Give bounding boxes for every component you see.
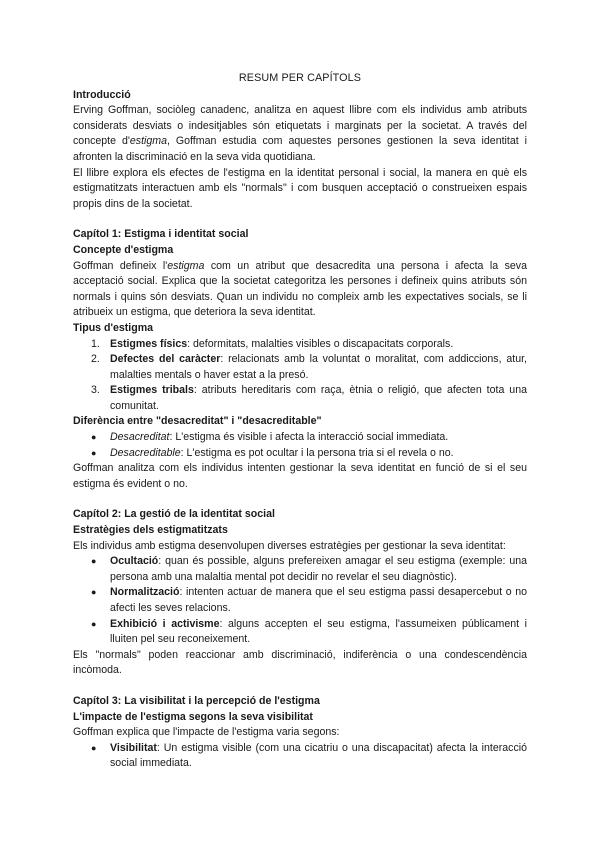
list-term: Desacreditat [110, 431, 170, 444]
bullet-icon: ● [91, 556, 97, 567]
strategies-heading: Estratègies dels estigmatitzats [73, 524, 228, 537]
list-desc: : relacionats amb la voluntat o moralitat, com addiccions, atur, malalties mentals o haver estat a la presó. [110, 353, 527, 381]
bullet-icon: ● [91, 447, 97, 458]
concept-text-b: com un atribut que desacredita una persona i afecta la seva acceptació social. Explica que la societat categoritza les persones i defineix quins atributs són normals i quins són desviats. Quan un individu no compleix amb les expectatives socials, se li atribueix un estigma, que deteriora la seva identitat. [73, 259, 527, 319]
difference-list [73, 430, 527, 461]
intro-p1-emphasis: estigma [129, 135, 167, 148]
impact-heading: L'impacte de l'estigma segons la seva visibilitat [73, 710, 313, 723]
bullet-icon: ● [91, 742, 97, 753]
chapter1-closing: Goffman analitza com els individus intenten gestionar la seva identitat en funció de si el seu estigma és evident o no. [73, 462, 527, 490]
concept-emphasis: estigma [167, 259, 205, 272]
list-desc: : atributs hereditaris com raça, ètnia o religió, que afecten tota una comunitat. [110, 384, 527, 412]
list-item [73, 430, 527, 446]
list-number: 3. [91, 384, 100, 397]
list-item [73, 337, 527, 353]
list-desc: : deformitats, malalties visibles o discapacitats corporals. [187, 337, 454, 350]
document-title: RESUM PER CAPÍTOLS [238, 72, 362, 84]
types-list [73, 337, 527, 415]
strategies-list [73, 554, 527, 648]
list-term: Defectes del caràcter [110, 353, 221, 366]
types-heading: Tipus d'estigma [73, 321, 154, 334]
list-desc: : quan és possible, alguns prefereixen amagar el seu estigma (exemple: una persona amb una malaltia mental pot decidir no revelar el seu diagnòstic). [110, 555, 527, 583]
list-item [73, 446, 527, 462]
list-number: 2. [91, 353, 100, 366]
concept-paragraph [73, 259, 527, 321]
list-desc: : Un estigma visible (com una cicatriu o una discapacitat) afecta la interacció social immediata. [110, 741, 527, 770]
list-item [73, 741, 527, 772]
list-desc: : L'estigma es pot ocultar i la persona tria si el revela o no. [180, 446, 454, 459]
list-term: Exhibició i activisme [110, 617, 220, 630]
list-desc: : intenten actuar de manera que el seu estigma passi desapercebut o no afecti les seves relacions. [110, 586, 527, 614]
intro-heading: Introducció [73, 88, 131, 101]
list-item [73, 617, 527, 648]
list-item [73, 585, 527, 616]
list-item [73, 352, 527, 383]
concept-heading: Concepte d'estigma [73, 243, 174, 256]
impact-intro: Goffman explica que l'impacte de l'estigma varia segons: [73, 726, 340, 739]
list-term: Normalització [110, 586, 180, 599]
chapter1-heading: Capítol 1: Estigma i identitat social [73, 228, 249, 241]
bullet-icon: ● [91, 432, 97, 443]
intro-paragraph-1 [73, 103, 527, 165]
chapter2-closing: Els "normals" poden reaccionar amb discriminació, indiferència o una condescendència incòmoda. [73, 648, 527, 677]
list-desc: : alguns accepten el seu estigma, l'assumeixen públicament i lluiten pel seu reconeixement. [110, 617, 527, 646]
list-desc: : L'estigma és visible i afecta la interacció social immediata. [169, 431, 449, 444]
intro-paragraph-2: El llibre explora els efectes de l'estigma en la identitat personal i social, la manera en què els estigmatitzats interactuen amb els "normals" i com busquen acceptació o construeixen espais propis dins de la societat. [73, 166, 527, 210]
list-term: Estigmes tribals [110, 384, 194, 397]
chapter2-heading: Capítol 2: La gestió de la identitat social [73, 508, 275, 521]
list-term: Ocultació [110, 555, 159, 568]
visibility-list [73, 741, 527, 772]
bullet-icon: ● [91, 587, 97, 598]
difference-heading: Diferència entre "desacreditat" i "desacreditable" [73, 415, 322, 428]
list-term: Visibilitat [110, 741, 157, 754]
intro-p1-text-a: Erving Goffman, sociòleg canadenc, analitza en aquest llibre com els individus amb atributs considerats desviats o indesitjables són etiquetats i marginats per la societat. A través del concepte d' [73, 104, 527, 148]
list-number: 1. [91, 337, 100, 350]
bullet-icon: ● [91, 618, 97, 629]
chapter3-heading: Capítol 3: La visibilitat i la percepció de l'estigma [73, 694, 320, 707]
strategies-intro: Els individus amb estigma desenvolupen diverses estratègies per gestionar la seva identitat: [73, 539, 506, 552]
list-item [73, 383, 527, 414]
list-term: Desacreditable [110, 446, 181, 459]
list-item [73, 554, 527, 585]
intro-p1-text-b: , Goffman estudia com aquestes persones gestionen la seva identitat i afronten la discriminació en la seva vida quotidiana. [73, 135, 527, 163]
list-term: Estigmes físics [110, 337, 188, 350]
concept-text-a: Goffman defineix l' [73, 259, 168, 272]
